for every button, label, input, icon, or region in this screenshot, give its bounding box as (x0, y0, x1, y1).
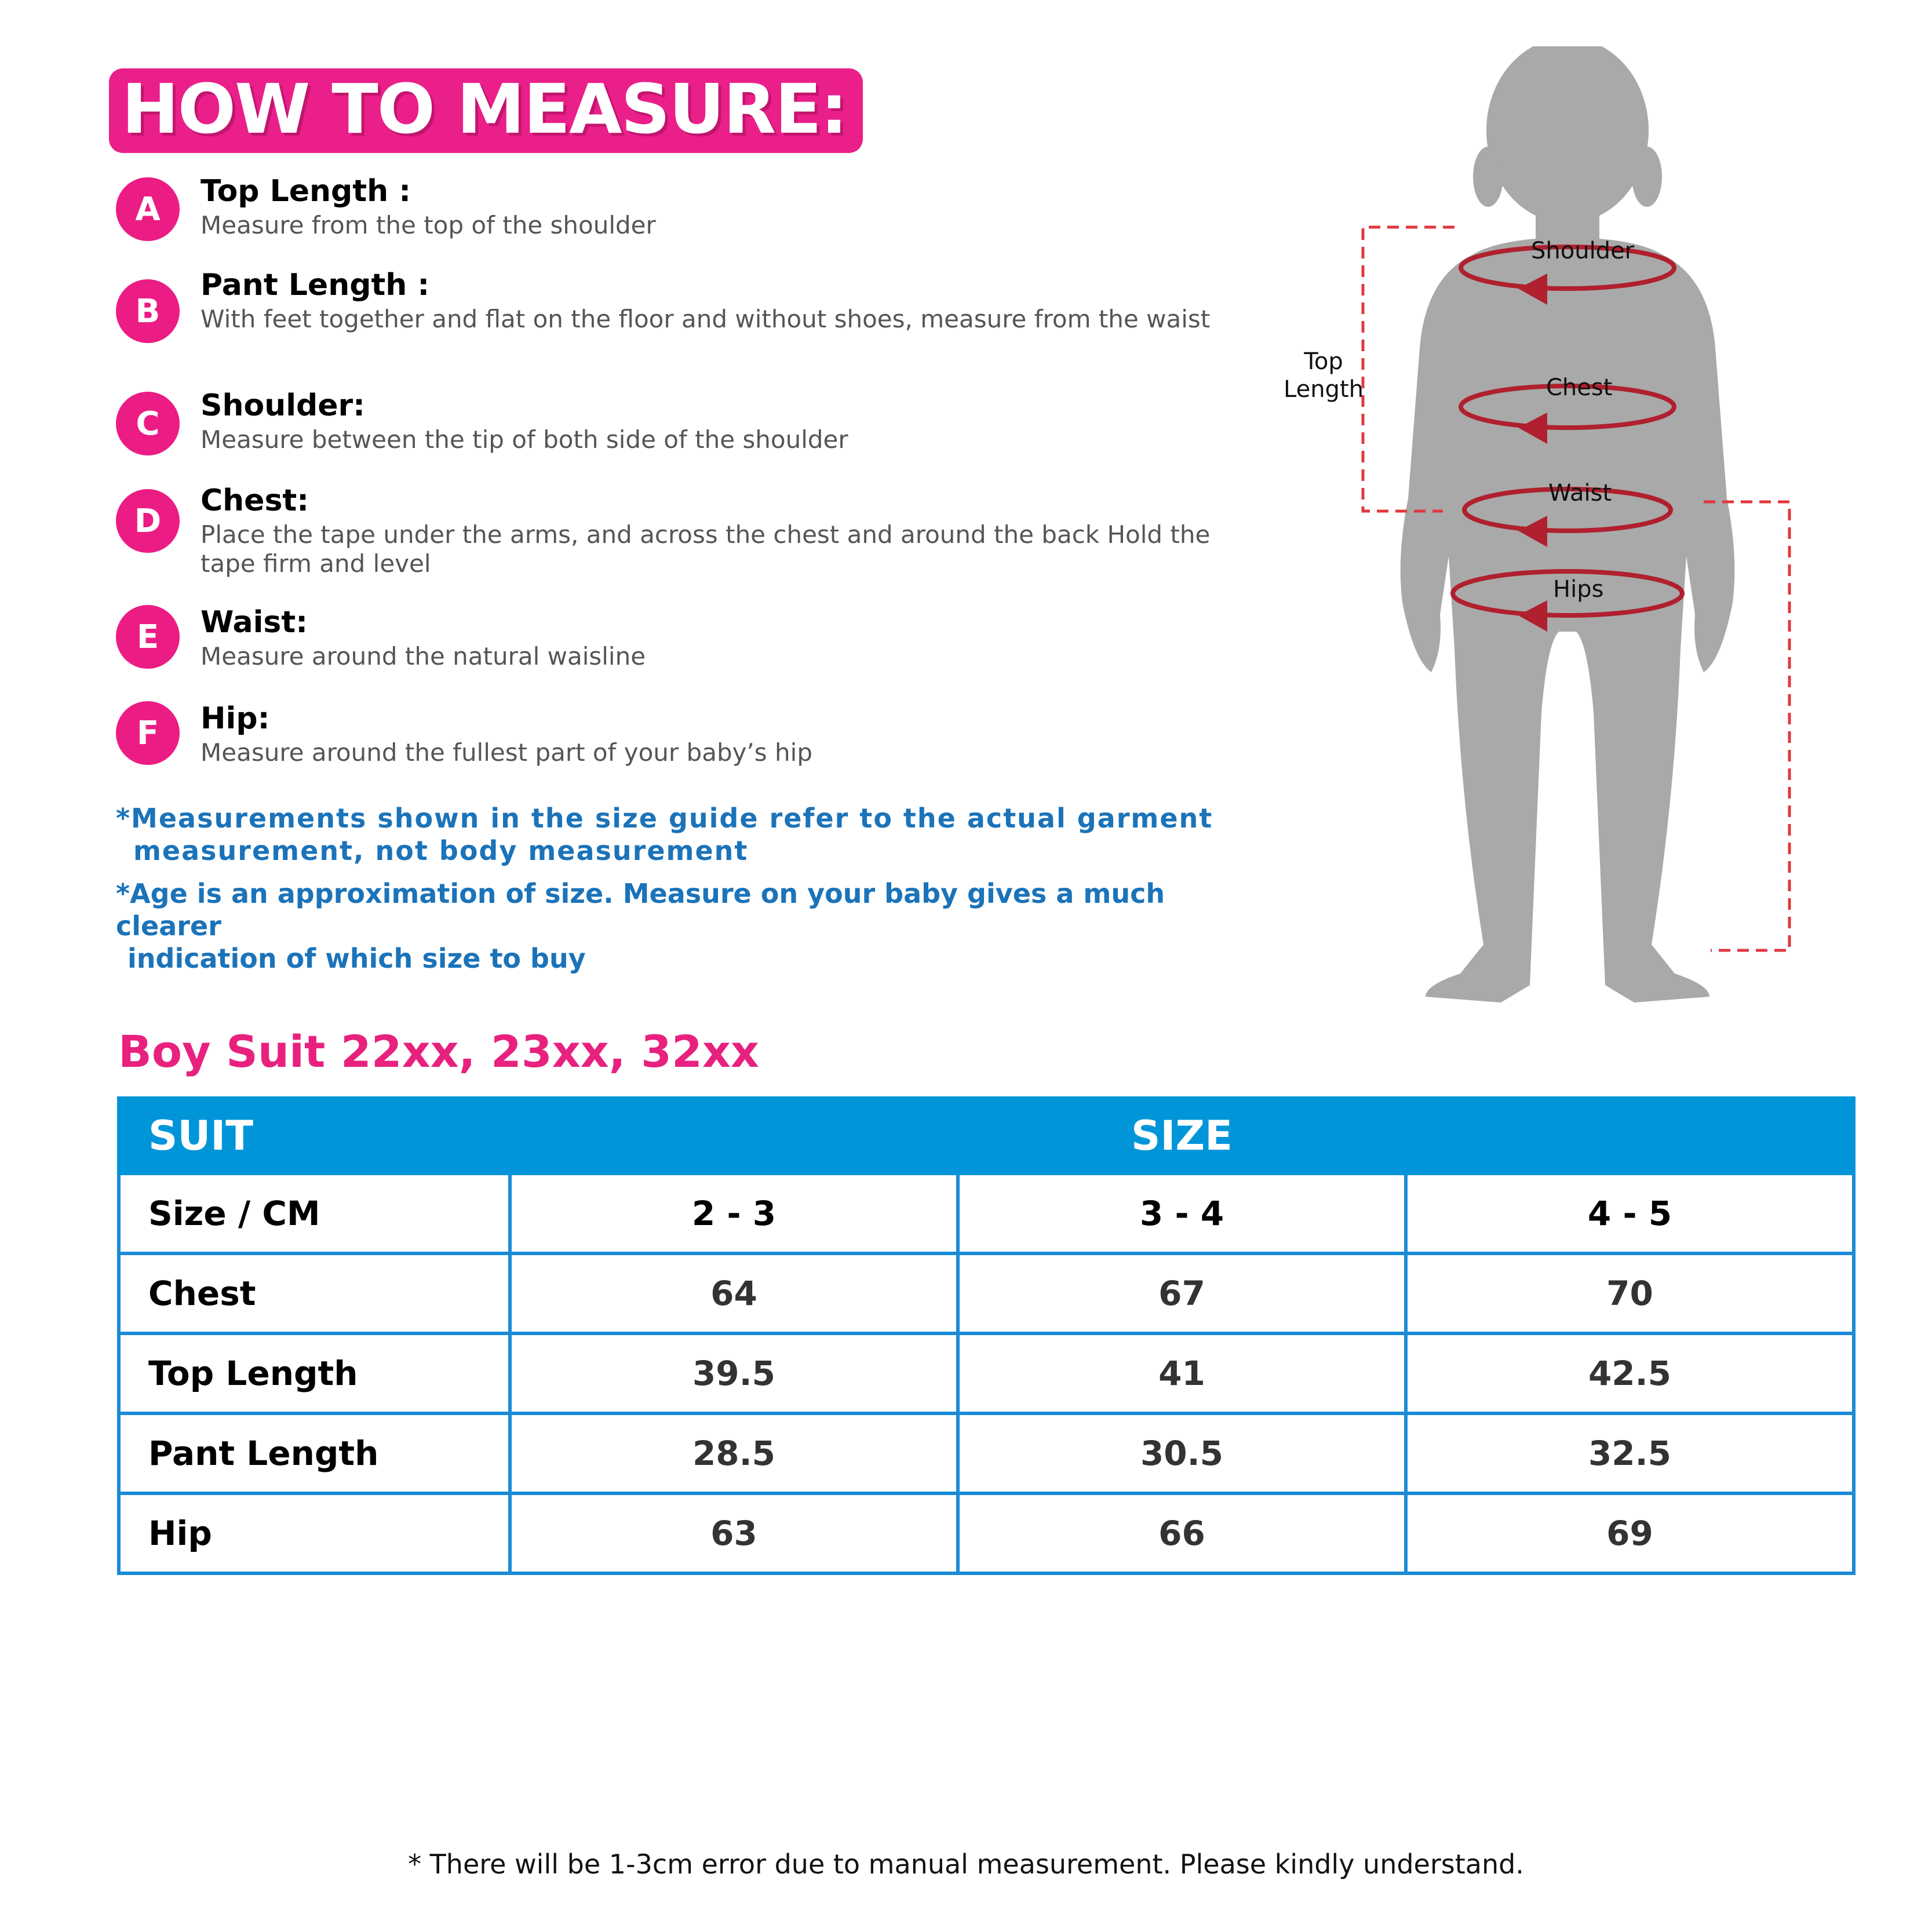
note-line: *Age is an approximation of size. Measure on your baby gives a much clearer (116, 878, 1165, 942)
child-measure-figure (1229, 46, 1878, 1014)
label-top-length (1283, 348, 1364, 403)
badge-f: F (116, 701, 180, 765)
label-waist: Waist (1548, 480, 1612, 506)
note-measurement (116, 802, 1217, 867)
item-desc: Measure between the tip of both side of the shoulder (201, 425, 848, 454)
size-cell: 4 - 5 (1406, 1173, 1854, 1253)
value-cell: 42.5 (1406, 1333, 1854, 1413)
row-label: Chest (119, 1253, 510, 1333)
row-label: Hip (119, 1493, 510, 1573)
item-desc: Place the tape under the arms, and across the chest and around the back Hold the tape firm and level (201, 520, 1211, 578)
title-banner (109, 68, 863, 153)
badge-a: A (116, 177, 180, 241)
value-cell: 39.5 (510, 1333, 958, 1413)
value-cell: 28.5 (510, 1413, 958, 1493)
item-title: Top Length : (201, 174, 411, 209)
page-title: HOW TO MEASURE: (109, 68, 863, 153)
table-title: Boy Suit 22xx, 23xx, 32xx (118, 1026, 759, 1077)
row-label: Size / CM (119, 1173, 510, 1253)
table-row-top-length (119, 1333, 1854, 1413)
badge-c: C (116, 392, 180, 455)
header-suit: SUIT (119, 1098, 510, 1173)
table-row-chest (119, 1253, 1854, 1333)
table-row-hip (119, 1493, 1854, 1573)
value-cell: 64 (510, 1253, 958, 1333)
row-label: Pant Length (119, 1413, 510, 1493)
label-top-length-line1: Top (1304, 348, 1343, 375)
table-header-row (119, 1098, 1854, 1173)
item-desc: Measure from the top of the shoulder (201, 211, 656, 239)
footer-disclaimer: * There will be 1-3cm error due to manual measurement. Please kindly understand. (408, 1849, 1524, 1880)
badge-b: B (116, 279, 180, 343)
item-title: Pant Length : (201, 268, 430, 302)
badge-e: E (116, 605, 180, 669)
child-body (1401, 46, 1735, 1003)
item-desc: Measure around the fullest part of your baby’s hip (201, 738, 812, 767)
label-chest: Chest (1546, 374, 1613, 401)
value-cell: 70 (1406, 1253, 1854, 1333)
label-hips: Hips (1553, 576, 1604, 603)
note-line: indication of which size to buy (127, 943, 586, 974)
size-cell: 3 - 4 (958, 1173, 1406, 1253)
note-age (116, 877, 1217, 975)
row-label: Top Length (119, 1333, 510, 1413)
header-size: SIZE (510, 1098, 1854, 1173)
table-row-pant-length (119, 1413, 1854, 1493)
child-silhouette-icon (1229, 46, 1878, 1014)
item-desc: Measure around the natural waisline (201, 642, 646, 670)
value-cell: 32.5 (1406, 1413, 1854, 1493)
value-cell: 41 (958, 1333, 1406, 1413)
item-title: Shoulder: (201, 388, 365, 423)
size-cell: 2 - 3 (510, 1173, 958, 1253)
item-title: Hip: (201, 701, 270, 736)
label-shoulder: Shoulder (1531, 238, 1635, 264)
size-table (117, 1096, 1856, 1575)
badge-d: D (116, 489, 180, 553)
label-top-length-line2: Length (1284, 376, 1364, 403)
item-desc: With feet together and flat on the floor and without shoes, measure from the waist (201, 305, 1211, 333)
table-row-sizes (119, 1173, 1854, 1253)
note-line: measurement, not body measurement (133, 835, 749, 866)
value-cell: 67 (958, 1253, 1406, 1333)
value-cell: 66 (958, 1493, 1406, 1573)
value-cell: 30.5 (958, 1413, 1406, 1493)
item-title: Waist: (201, 605, 308, 640)
value-cell: 69 (1406, 1493, 1854, 1573)
note-line: *Measurements shown in the size guide refer to the actual garment (116, 803, 1213, 834)
item-title: Chest: (201, 483, 309, 518)
value-cell: 63 (510, 1493, 958, 1573)
